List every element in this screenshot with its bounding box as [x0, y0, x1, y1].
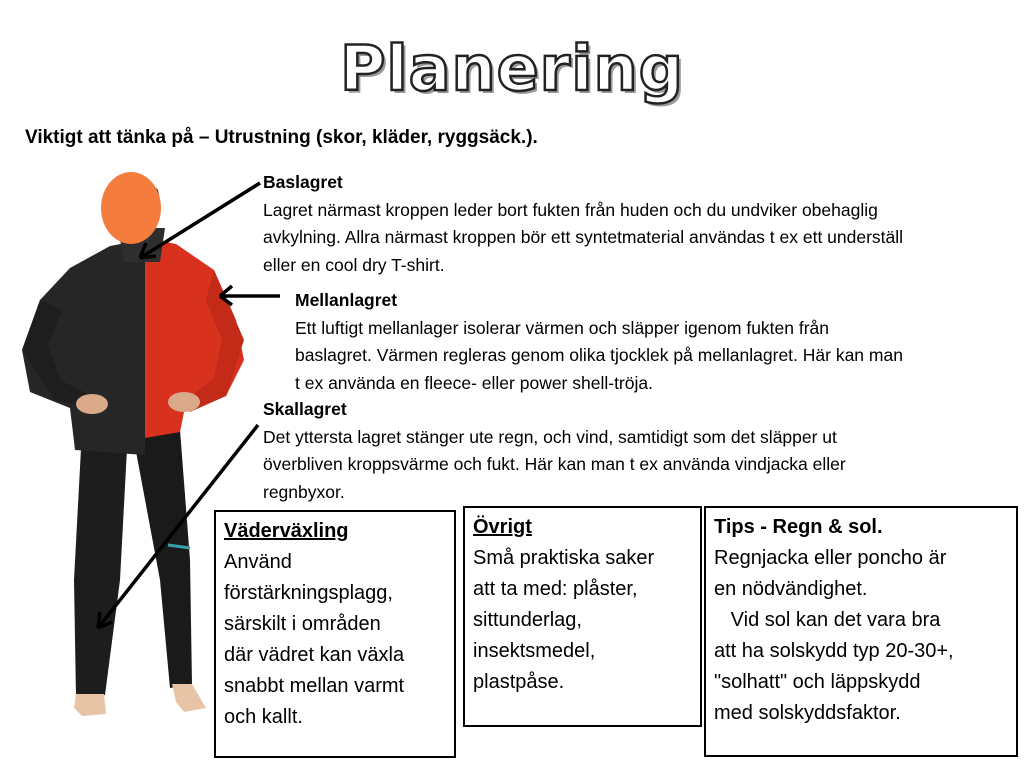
ovrigt-line: plastpåse.	[473, 671, 565, 693]
skallagret-section	[263, 396, 1003, 506]
mellanlagret-line: baslagret. Värmen regleras genom olika tjocklek på mellanlagret. Här kan man	[295, 345, 903, 365]
page-title: Planering	[339, 32, 685, 105]
ovrigt-heading: Övrigt	[473, 516, 532, 538]
ovrigt-line: sittunderlag,	[473, 609, 582, 631]
vaderväxling-line: snabbt mellan varmt	[224, 675, 405, 697]
left-hand	[76, 394, 108, 414]
vaderväxling-line: där vädret kan växla	[224, 644, 405, 666]
right-hand	[168, 392, 200, 412]
arrow-mellanlagret	[220, 286, 280, 305]
tips-line: Regnjacka eller poncho är	[714, 547, 947, 569]
vaderväxling-box	[214, 510, 456, 758]
ovrigt-line: insektsmedel,	[473, 640, 596, 662]
baslagret-section	[263, 169, 1023, 279]
ovrigt-line: Små praktiska saker	[473, 547, 655, 569]
vaderväxling-heading: Väderväxling	[224, 520, 349, 542]
tips-line: att ha solskydd typ 20-30+,	[714, 640, 954, 662]
skallagret-line: överbliven kroppsvärme och fukt. Här kan man t ex använda vindjacka eller	[263, 454, 846, 474]
vaderväxling-line: förstärkningsplagg,	[224, 582, 393, 604]
vaderväxling-line: Använd	[224, 551, 292, 573]
page-subtitle: Viktigt att tänka på – Utrustning (skor, kläder, ryggsäck.).	[25, 127, 538, 148]
ovrigt-box	[463, 506, 702, 727]
skallagret-line: regnbyxor.	[263, 481, 345, 502]
tips-line: en nödvändighet.	[714, 578, 868, 600]
baslagret-line: avkylning. Allra närmast kroppen bör ett syntetmaterial användas t ex ett underställ	[263, 227, 904, 247]
ovrigt-line: att ta med: plåster,	[473, 578, 638, 600]
right-foot	[172, 684, 206, 712]
skallagret-line: Det yttersta lagret stänger ute regn, och vind, samtidigt som det släpper ut	[263, 426, 837, 447]
vaderväxling-line: och kallt.	[224, 706, 303, 728]
vaderväxling-line: särskilt i områden	[224, 613, 381, 635]
skallagret-heading: Skallagret	[263, 399, 347, 419]
tips-line: med solskyddsfaktor.	[714, 702, 901, 724]
tips-box	[704, 506, 1018, 757]
tips-line: "solhatt" och läppskydd	[714, 671, 921, 693]
baslagret-heading: Baslagret	[263, 172, 343, 192]
mellanlagret-line: t ex använda en fleece- eller power shell-tröja.	[295, 372, 653, 393]
mellanlagret-section	[295, 287, 1020, 397]
mellanlagret-heading: Mellanlagret	[295, 290, 398, 310]
tips-line: Vid sol kan det vara bra	[714, 609, 941, 631]
baslagret-line: Lagret närmast kroppen leder bort fukten från huden och du undviker obehaglig	[263, 199, 878, 220]
baslagret-line: eller en cool dry T-shirt.	[263, 254, 445, 275]
face-cover	[101, 172, 161, 244]
mellanlagret-line: Ett luftigt mellanlager isolerar värmen och släpper igenom fukten från	[295, 317, 830, 338]
tips-heading: Tips - Regn & sol.	[714, 516, 883, 538]
left-foot	[74, 694, 106, 716]
right-leg	[132, 430, 192, 688]
left-leg	[74, 430, 128, 697]
